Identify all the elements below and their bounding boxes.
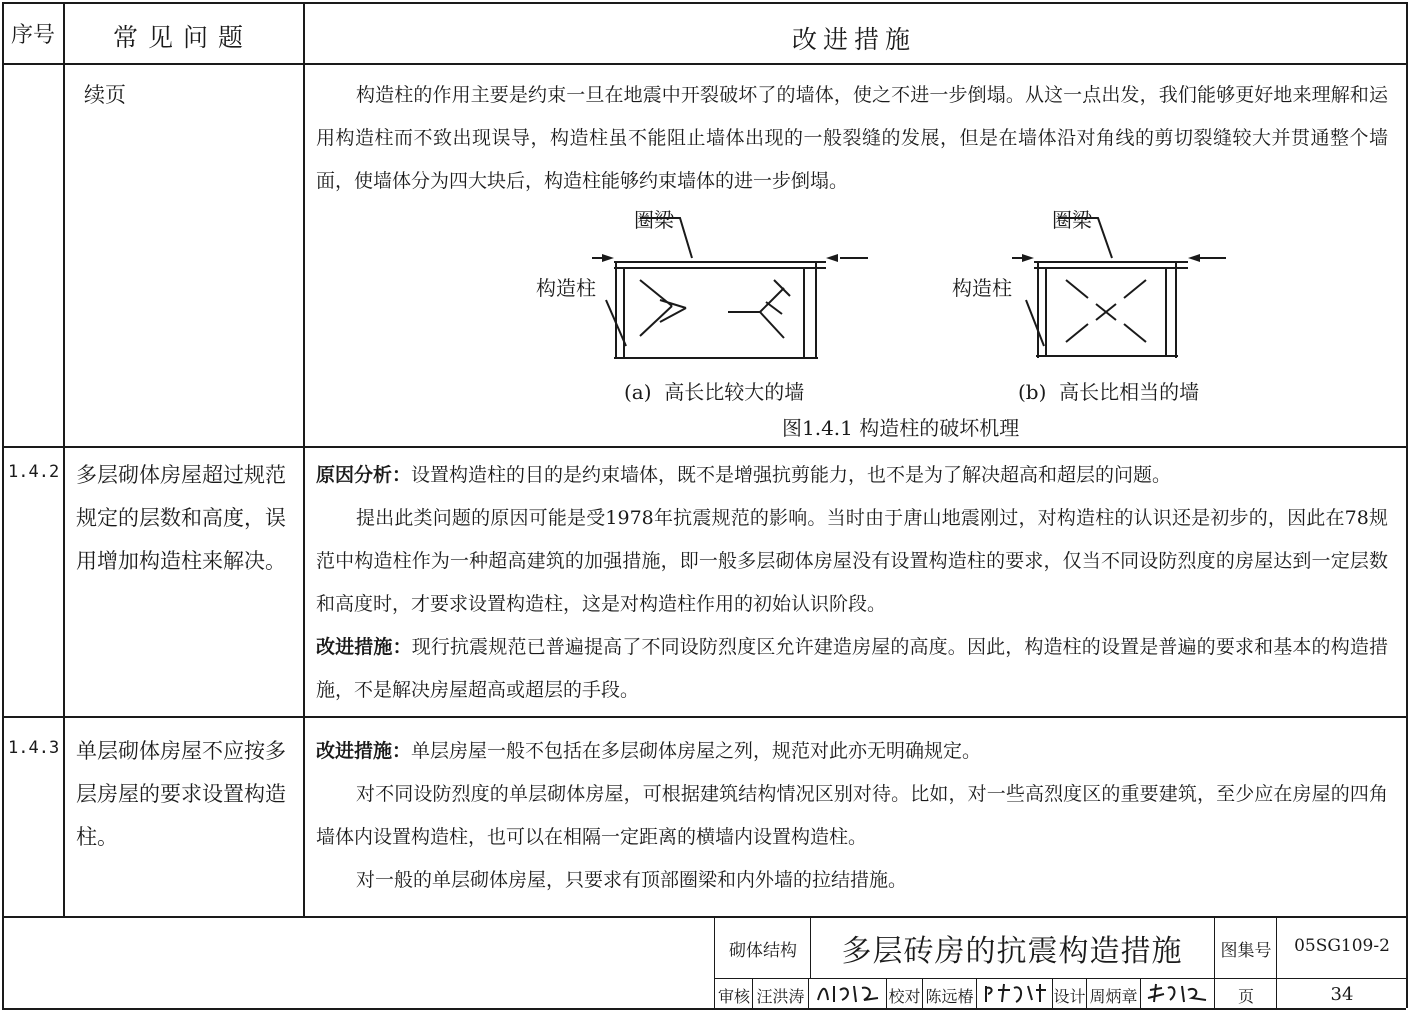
table-border-top bbox=[2, 2, 1406, 4]
title-block-review-name: 汪洪涛 bbox=[756, 987, 805, 1006]
row3-measure-text: 单层房屋一般不包括在多层砌体房屋之列，规范对此亦无明确规定。 bbox=[411, 740, 982, 762]
row2-measure bbox=[316, 626, 1388, 712]
row2-paragraph-2: 提出此类问题的原因可能是受1978年抗震规范的影响。当时由于唐山地震刚过，对构造柱的认识还是初步的，因此在78规范中构造柱作为一种超高建筑的加强措施，即一般多层砌体房屋没有设置构造柱的要求，仅当不同设防烈度的房屋达到一定层数和高度时，才要求设置构造柱，这是对构造柱作用的初始认识阶段。 bbox=[316, 507, 1388, 615]
review-signature bbox=[812, 980, 884, 1006]
right-beam-label: 圈梁 bbox=[1052, 208, 1092, 232]
row1-problem: 续页 bbox=[84, 83, 126, 107]
row3-paragraph-3: 对一般的单层砌体房屋，只要求有顶部圈梁和内外墙的拉结措施。 bbox=[356, 869, 908, 891]
design-signature bbox=[1144, 980, 1212, 1006]
table-border-bottom bbox=[2, 1008, 1406, 1010]
row3-problem: 单层砌体房屋不应按多层房屋的要求设置构造柱。 bbox=[76, 739, 286, 849]
header-col-problem: 常见问题 bbox=[112, 23, 253, 52]
row2-cause-text: 设置构造柱的目的是约束墙体，既不是增强抗剪能力，也不是为了解决超高和超层的问题。 bbox=[411, 464, 1172, 486]
row3-paragraph-2: 对不同设防烈度的单层砌体房屋，可根据建筑结构情况区别对待。比如，对一些高烈度区的重要建筑，至少应在房屋的四角墙体内设置构造柱，也可以在相隔一定距离的横墙内设置构造柱。 bbox=[316, 783, 1388, 848]
header-col-no: 序号 bbox=[10, 23, 55, 48]
figure-caption: 图1.4.1 构造柱的破坏机理 bbox=[782, 416, 1020, 440]
row2-measure-text: 现行抗震规范已普遍提高了不同设防烈度区允许建造房屋的高度。因此，构造柱的设置是普遍的要求和基本的构造措施，不是解决房屋超高或超层的手段。 bbox=[316, 636, 1388, 701]
title-block-title: 多层砖房的抗震构造措施 bbox=[841, 934, 1183, 969]
title-block-check-label: 校对 bbox=[888, 987, 921, 1006]
row2-problem: 多层砌体房屋超过规范规定的层数和高度，误用增加构造柱来解决。 bbox=[76, 463, 286, 573]
title-block-category: 砌体结构 bbox=[729, 941, 797, 961]
table-border-left bbox=[2, 2, 4, 1008]
col-divider-2 bbox=[303, 2, 305, 916]
title-block-review-label: 审核 bbox=[717, 987, 750, 1006]
row3-number: 1.4.3 bbox=[8, 738, 60, 758]
title-block-atlas-label: 图集号 bbox=[1220, 941, 1272, 961]
col-divider-1 bbox=[63, 2, 65, 916]
row2-number: 1.4.2 bbox=[8, 462, 60, 482]
row2-cause-label: 原因分析： bbox=[316, 464, 412, 486]
row2-measure-label: 改进措施： bbox=[316, 636, 412, 658]
check-signature bbox=[980, 980, 1050, 1006]
title-block-design-name: 周炳章 bbox=[1089, 987, 1138, 1006]
right-column-label: 构造柱 bbox=[952, 276, 1012, 300]
row3-measure bbox=[316, 730, 1388, 773]
header-col-measures: 改进措施 bbox=[791, 25, 916, 54]
row-divider-3 bbox=[2, 916, 1406, 918]
row-divider-2 bbox=[2, 716, 1406, 718]
figure-1-4-1 bbox=[520, 196, 1280, 406]
title-block-atlas-no: 05SG109-2 bbox=[1294, 936, 1390, 956]
table-border-right bbox=[1406, 2, 1408, 1008]
title-block-page-label: 页 bbox=[1237, 987, 1254, 1006]
right-caption: (b) 高长比相当的墙 bbox=[1018, 380, 1200, 404]
title-block-check-name: 陈远椿 bbox=[925, 987, 974, 1006]
row-divider-1 bbox=[2, 446, 1406, 448]
left-column-label: 构造柱 bbox=[536, 276, 596, 300]
title-block-page-no: 34 bbox=[1330, 984, 1354, 1005]
row3-measure-label: 改进措施： bbox=[316, 740, 412, 762]
left-caption: (a) 高长比较大的墙 bbox=[624, 380, 805, 404]
left-beam-label: 圈梁 bbox=[634, 208, 674, 232]
row1-paragraph: 构造柱的作用主要是约束一旦在地震中开裂破坏了的墙体，使之不进一步倒塌。从这一点出发，我们能够更好地来理解和运用构造柱而不致出现误导，构造柱虽不能阻止墙体出现的一般裂缝的发展，但是在墙体沿对角线的剪切裂缝较大并贯通整个墙面，使墙体分为四大块后，构造柱能够约束墙体的进一步倒塌。 bbox=[316, 84, 1388, 192]
title-block-design-label: 设计 bbox=[1053, 987, 1086, 1006]
header-divider bbox=[2, 63, 1406, 65]
row2-cause bbox=[316, 454, 1388, 497]
